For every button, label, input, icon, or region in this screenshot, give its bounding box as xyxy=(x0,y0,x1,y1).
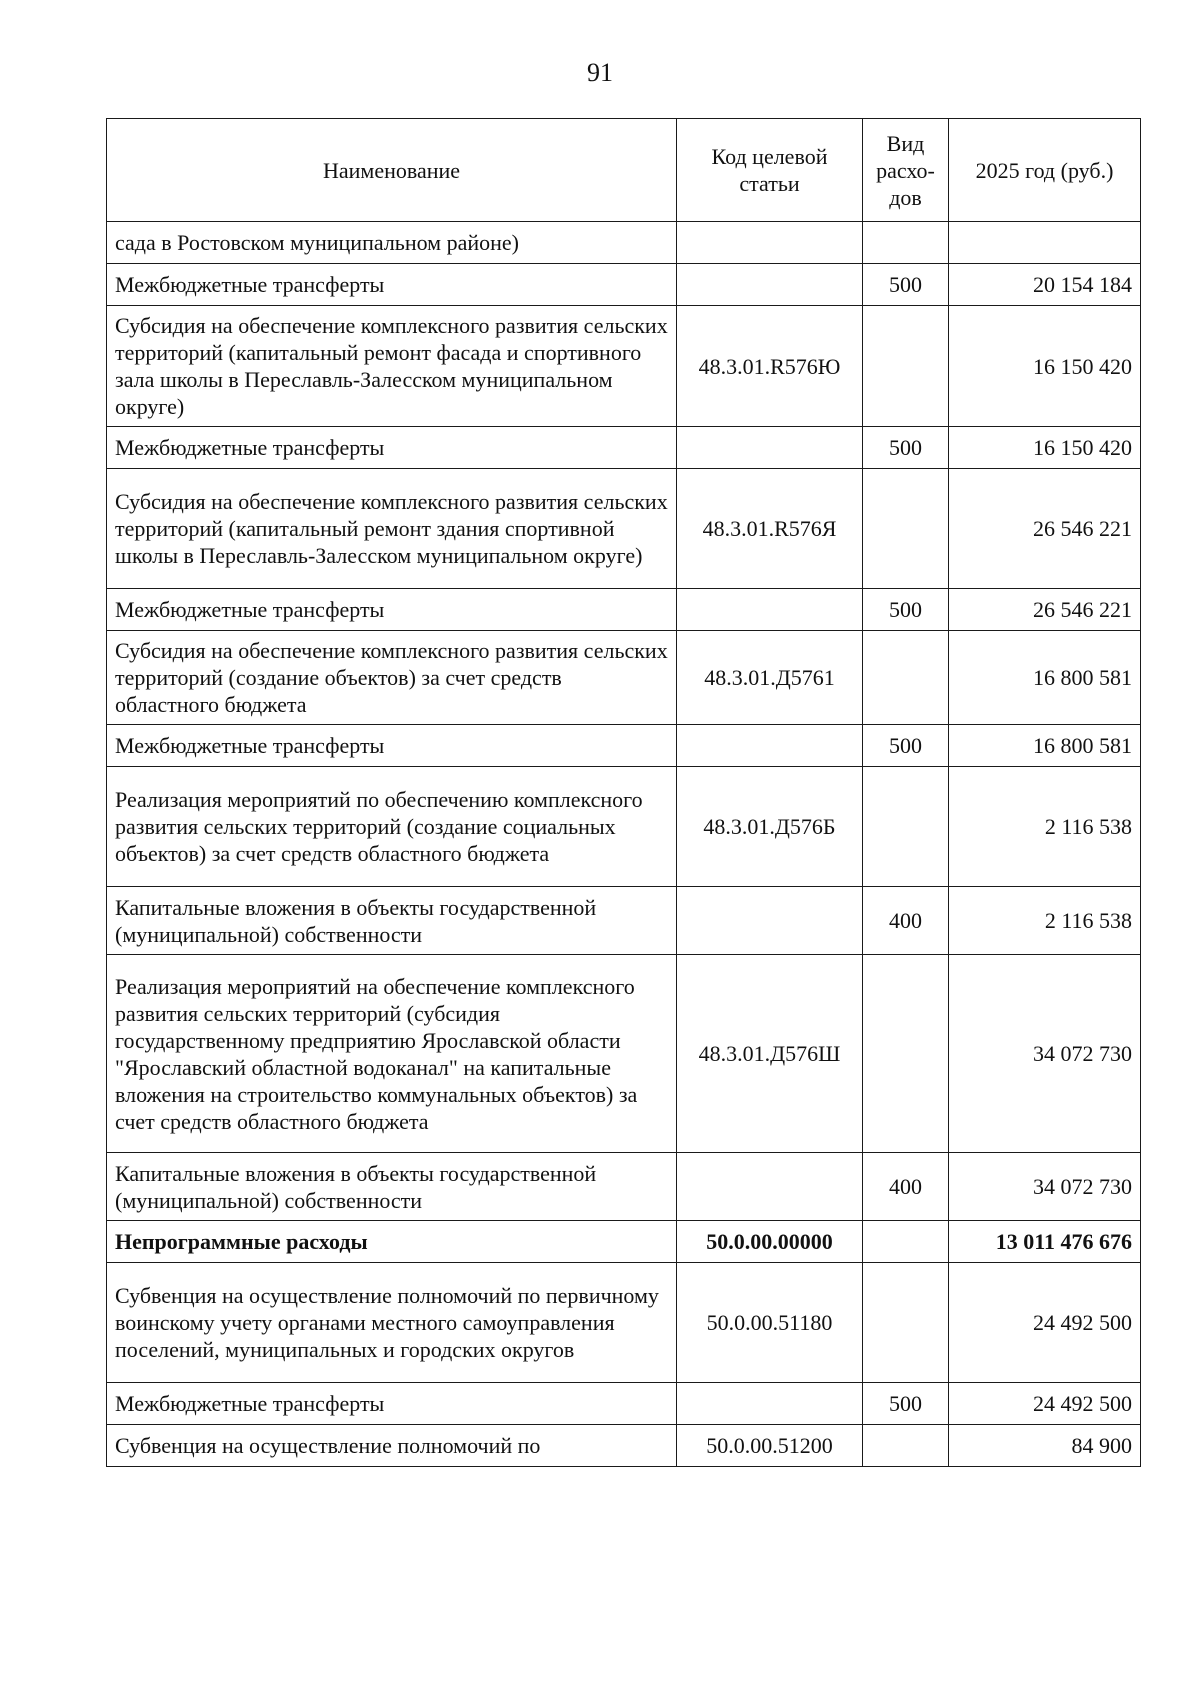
cell-amount: 20 154 184 xyxy=(949,264,1141,306)
cell-amount: 24 492 500 xyxy=(949,1263,1141,1383)
cell-amount: 2 116 538 xyxy=(949,767,1141,887)
cell-name: Межбюджетные трансферты xyxy=(107,589,677,631)
table-row xyxy=(107,955,1141,1153)
cell-amount: 24 492 500 xyxy=(949,1383,1141,1425)
cell-code: 48.3.01.R576Я xyxy=(677,469,863,589)
cell-name: Капитальные вложения в объекты государственной (муниципальной) собственности xyxy=(107,1153,677,1221)
table-row xyxy=(107,887,1141,955)
cell-name: Межбюджетные трансферты xyxy=(107,1383,677,1425)
table-row xyxy=(107,264,1141,306)
cell-name: Непрограммные расходы xyxy=(107,1221,677,1263)
cell-kind xyxy=(863,955,949,1153)
table-row xyxy=(107,1383,1141,1425)
cell-code: 48.3.01.Д576Б xyxy=(677,767,863,887)
table-row xyxy=(107,589,1141,631)
table-row xyxy=(107,469,1141,589)
cell-code xyxy=(677,427,863,469)
table-row xyxy=(107,1221,1141,1263)
cell-amount: 34 072 730 xyxy=(949,955,1141,1153)
table-row xyxy=(107,767,1141,887)
cell-kind: 500 xyxy=(863,264,949,306)
cell-name: Реализация мероприятий на обеспечение комплексного развития сельских территорий (субсидия государственному предприятию Ярославской области "Ярославский областной водоканал" на капитальные вложения на строительство коммунальных объектов) за счет средств областного бюджета xyxy=(107,955,677,1153)
header-kind: Вид расхо-дов xyxy=(863,119,949,222)
cell-amount: 16 150 420 xyxy=(949,427,1141,469)
cell-name: Субсидия на обеспечение комплексного развития сельских территорий (создание объектов) за счет средств областного бюджета xyxy=(107,631,677,725)
cell-name: Межбюджетные трансферты xyxy=(107,264,677,306)
cell-code xyxy=(677,887,863,955)
cell-kind xyxy=(863,469,949,589)
cell-name: Капитальные вложения в объекты государственной (муниципальной) собственности xyxy=(107,887,677,955)
cell-kind xyxy=(863,767,949,887)
cell-amount: 26 546 221 xyxy=(949,589,1141,631)
cell-amount: 84 900 xyxy=(949,1425,1141,1467)
table-row xyxy=(107,1425,1141,1467)
cell-kind: 400 xyxy=(863,887,949,955)
table-row xyxy=(107,427,1141,469)
table-row xyxy=(107,631,1141,725)
cell-code: 48.3.01.Д576Ш xyxy=(677,955,863,1153)
cell-kind xyxy=(863,306,949,427)
page-number: 91 xyxy=(587,58,613,87)
table-header-row xyxy=(107,119,1141,222)
cell-name: Субвенция на осуществление полномочий по xyxy=(107,1425,677,1467)
cell-code xyxy=(677,1383,863,1425)
cell-name: Субвенция на осуществление полномочий по первичному воинскому учету органами местного самоуправления поселений, муниципальных и городских округов xyxy=(107,1263,677,1383)
cell-kind xyxy=(863,222,949,264)
cell-kind xyxy=(863,1263,949,1383)
cell-code xyxy=(677,589,863,631)
cell-code: 50.0.00.51180 xyxy=(677,1263,863,1383)
cell-amount: 34 072 730 xyxy=(949,1153,1141,1221)
cell-code: 50.0.00.00000 xyxy=(677,1221,863,1263)
table-row xyxy=(107,1153,1141,1221)
cell-code: 50.0.00.51200 xyxy=(677,1425,863,1467)
cell-amount: 16 800 581 xyxy=(949,631,1141,725)
cell-code: 48.3.01.Д5761 xyxy=(677,631,863,725)
cell-kind: 400 xyxy=(863,1153,949,1221)
table-row xyxy=(107,1263,1141,1383)
cell-name: сада в Ростовском муниципальном районе) xyxy=(107,222,677,264)
cell-code xyxy=(677,222,863,264)
table-body xyxy=(107,222,1141,1467)
cell-kind xyxy=(863,1425,949,1467)
cell-name: Субсидия на обеспечение комплексного развития сельских территорий (капитальный ремонт здания спортивной школы в Переславль-Залесском муниципальном округе) xyxy=(107,469,677,589)
cell-amount: 16 150 420 xyxy=(949,306,1141,427)
cell-amount: 2 116 538 xyxy=(949,887,1141,955)
cell-kind: 500 xyxy=(863,725,949,767)
table-row xyxy=(107,725,1141,767)
cell-code xyxy=(677,1153,863,1221)
table-row xyxy=(107,306,1141,427)
header-name: Наименование xyxy=(107,119,677,222)
cell-name: Субсидия на обеспечение комплексного развития сельских территорий (капитальный ремонт фасада и спортивного зала школы в Переславль-Залесском муниципальном округе) xyxy=(107,306,677,427)
cell-name: Межбюджетные трансферты xyxy=(107,725,677,767)
cell-kind xyxy=(863,631,949,725)
cell-code xyxy=(677,264,863,306)
header-code: Код целевой статьи xyxy=(677,119,863,222)
header-amount: 2025 год (руб.) xyxy=(949,119,1141,222)
cell-amount xyxy=(949,222,1141,264)
budget-table xyxy=(106,118,1141,1467)
cell-name: Межбюджетные трансферты xyxy=(107,427,677,469)
cell-kind: 500 xyxy=(863,427,949,469)
cell-kind: 500 xyxy=(863,589,949,631)
cell-code: 48.3.01.R576Ю xyxy=(677,306,863,427)
cell-code xyxy=(677,725,863,767)
cell-name: Реализация мероприятий по обеспечению комплексного развития сельских территорий (создание социальных объектов) за счет средств областного бюджета xyxy=(107,767,677,887)
cell-amount: 26 546 221 xyxy=(949,469,1141,589)
table-row xyxy=(107,222,1141,264)
cell-amount: 13 011 476 676 xyxy=(949,1221,1141,1263)
cell-amount: 16 800 581 xyxy=(949,725,1141,767)
cell-kind: 500 xyxy=(863,1383,949,1425)
cell-kind xyxy=(863,1221,949,1263)
